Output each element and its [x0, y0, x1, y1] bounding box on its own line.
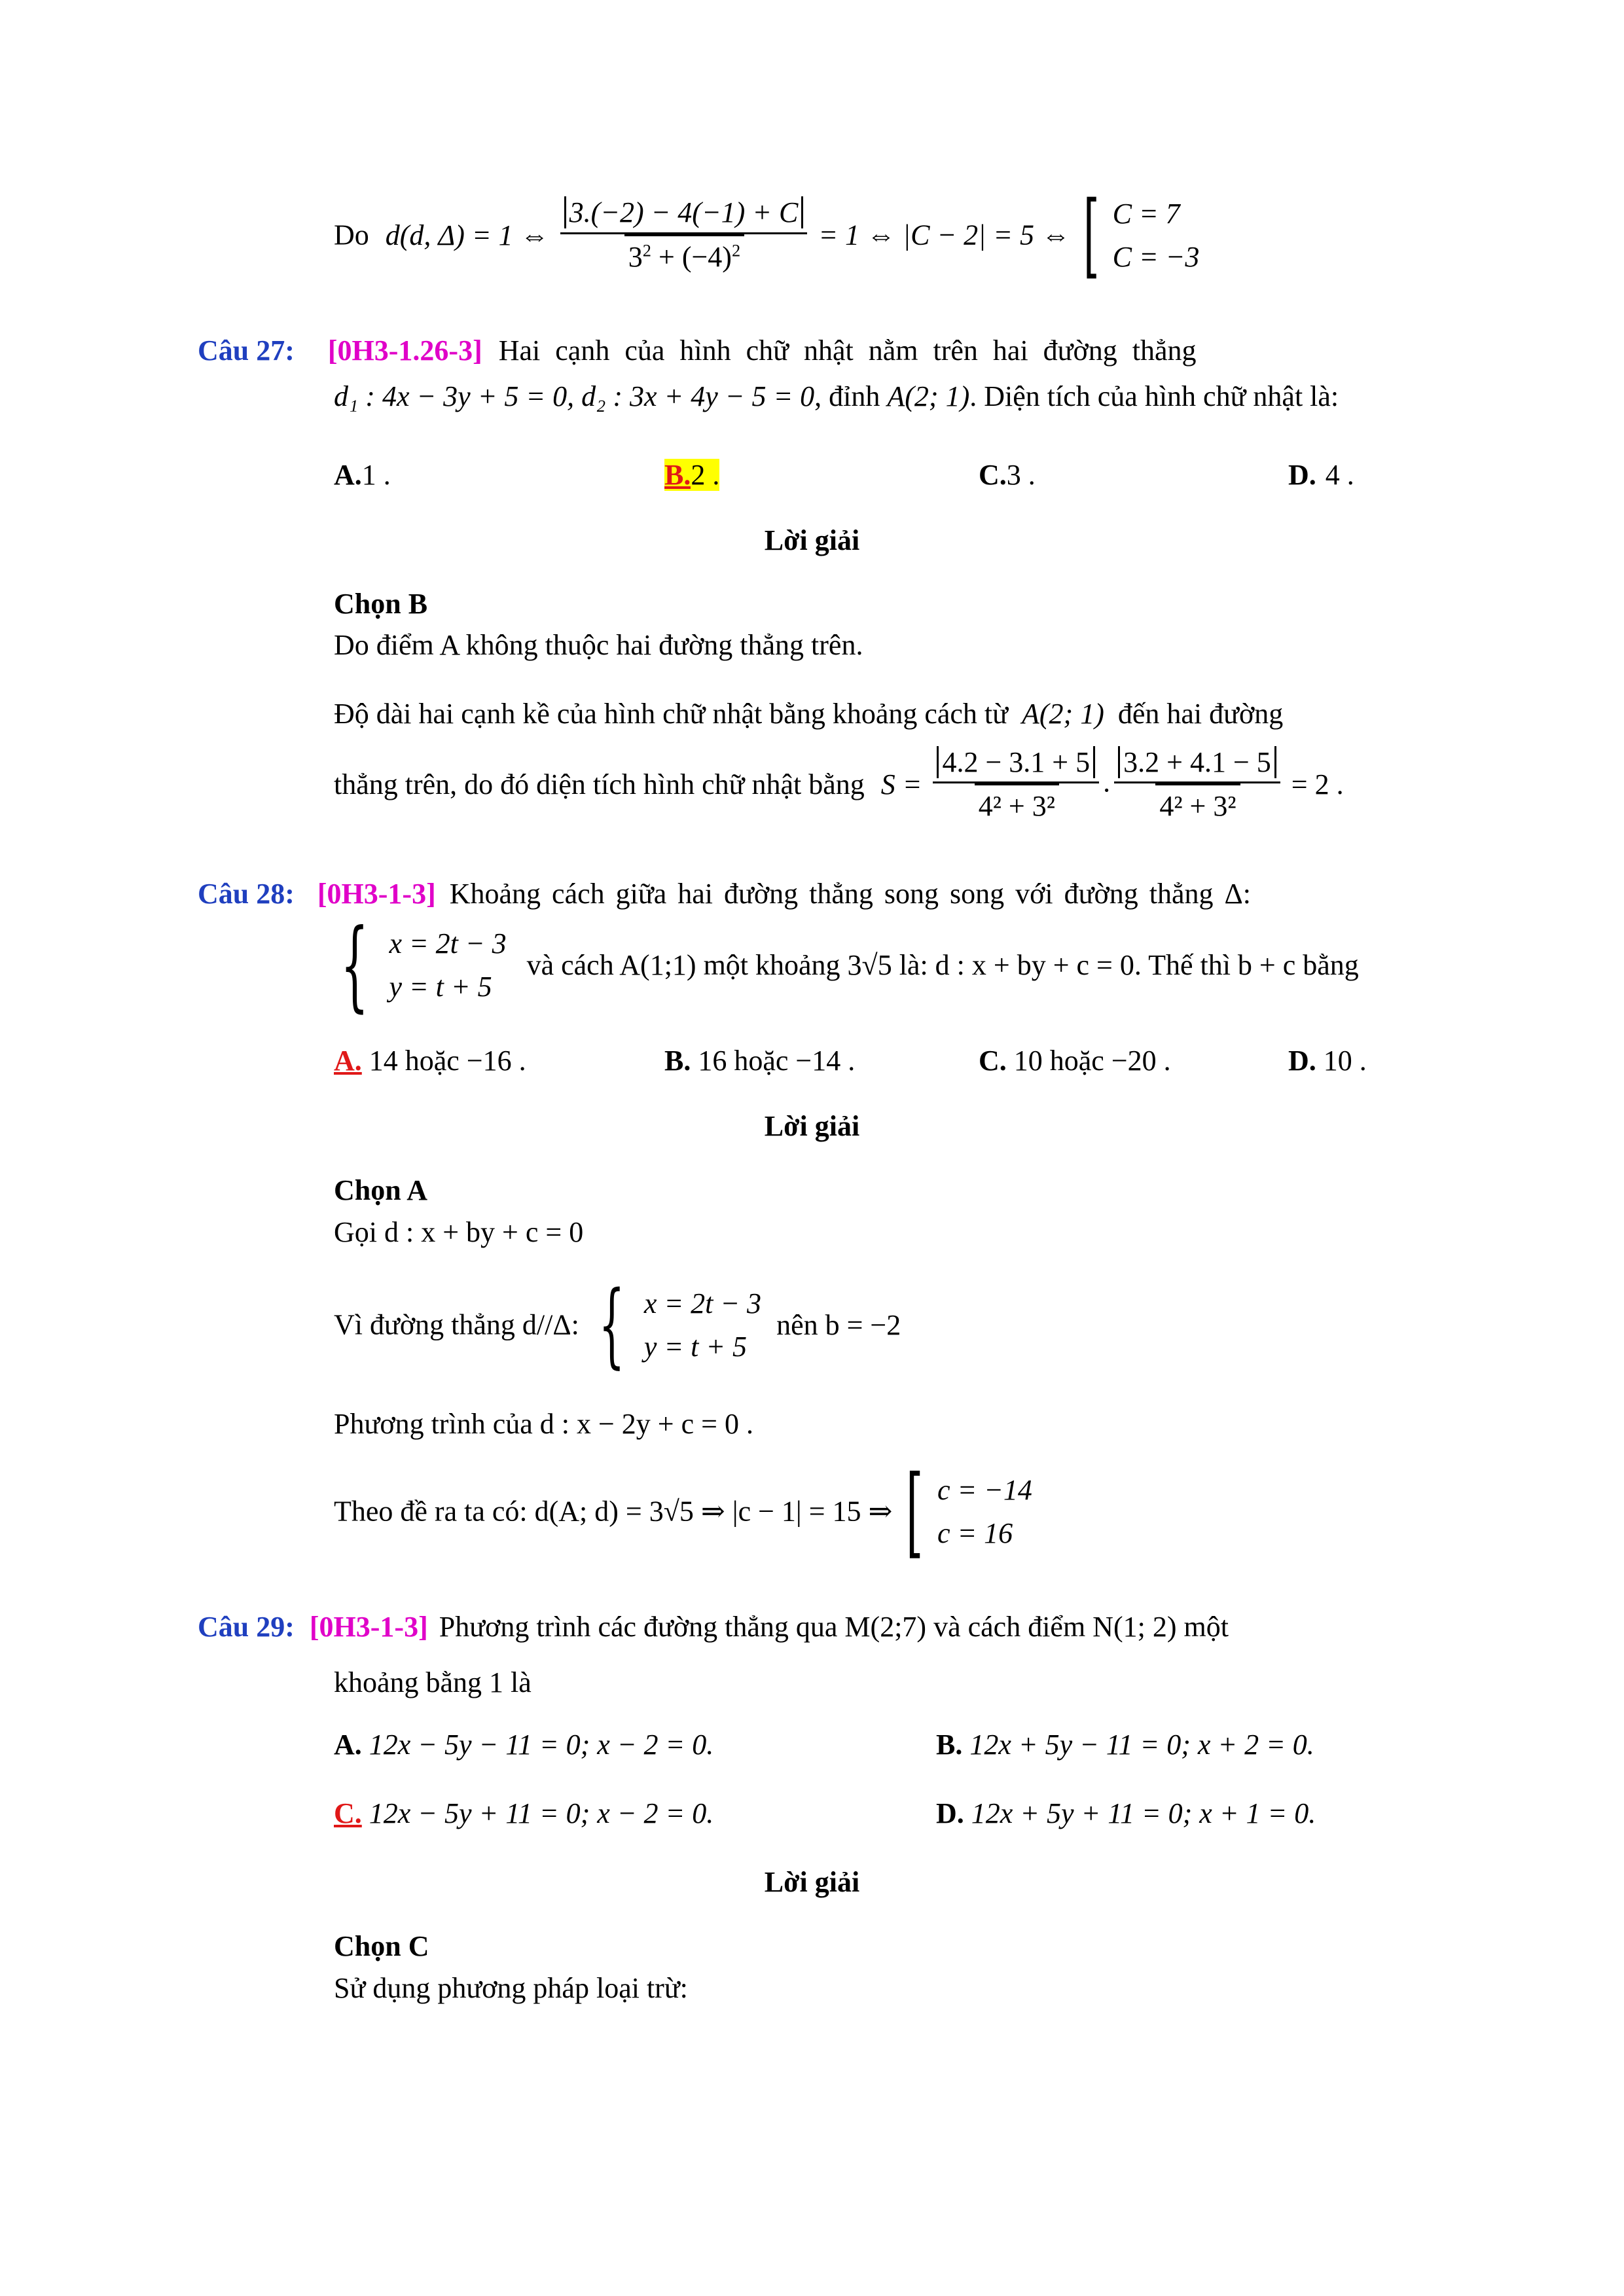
q27-vertex: A(2; 1) [887, 380, 970, 412]
q29-solution-title: Lời giải [764, 1866, 860, 1898]
q27-option-c[interactable]: C.3 . [979, 459, 1036, 491]
q29-option-b[interactable]: B. 12x + 5y − 11 = 0; x + 2 = 0. [936, 1729, 1314, 1761]
q27-sol1: Do điểm A không thuộc hai đường thẳng trên. [334, 629, 863, 661]
q28-sol2: Vì đường thẳng d//Δ: { x = 2t − 3 y = t + 5 nên b = −2 [334, 1272, 901, 1378]
q27-stem-line1 [198, 334, 1441, 368]
q27-question: . Diện tích của hình chữ nhật là: [969, 380, 1339, 412]
q27-sol2: Độ dài hai cạnh kề của hình chữ nhật bằng khoảng cách từ A(2; 1) đến hai đường [334, 698, 1284, 730]
q26-middle: = 1 ⇔ |C − 2| = 5 ⇔ [818, 219, 1070, 251]
q29-sol1: Sử dụng phương pháp loại trừ: [334, 1972, 688, 2004]
q28-solution-title: Lời giải [764, 1110, 860, 1142]
q28-option-c[interactable]: C. 10 hoặc −20 . [979, 1045, 1171, 1077]
q26-numerator: 3.(−2) − 4(−1) + C [564, 196, 804, 228]
q29-choose: Chọn C [334, 1930, 429, 1962]
q28-system: x = 2t − 3 y = t + 5 [389, 927, 507, 1003]
q28-stem2: và cách A(1;1) một khoảng 3√5 là: d : x + by + c = 0. Thế thì b + c bằng [526, 948, 1359, 981]
q28-stem-line1 [198, 877, 1251, 912]
q26-bracket: [ [1083, 182, 1100, 289]
q27-option-d[interactable]: D. 4 . [1288, 459, 1354, 491]
q29-stem-line1 [198, 1610, 1229, 1645]
q28-sol4: Theo đề ra ta có: d(A; d) = 3√5 ⇒ |c − 1| = 15 ⇒ [ c = −14 c = 16 [334, 1455, 1032, 1569]
q26-cases: C = 7 C = −3 [1112, 198, 1200, 273]
q26-fraction [560, 193, 808, 278]
q26-lead: Do [334, 219, 369, 251]
q28-sol3: Phương trình của d : x − 2y + c = 0 . [334, 1408, 753, 1440]
q27-fraction-2: $\frac{3.2 + 4.1 - 5}{\text{4² + 3²}}$ [1114, 743, 1280, 827]
q27-option-a[interactable]: A.1 . [334, 459, 391, 491]
q28-tag: [0H3-1-3] [317, 878, 436, 910]
q29-option-c[interactable]: C. 12x − 5y + 11 = 0; x − 2 = 0. [334, 1797, 714, 1829]
q28-choose: Chọn A [334, 1174, 428, 1206]
q27-fraction-1: $\frac{4.2 - 3.1 + 5}{\text{4² + 3²}}$ [933, 743, 1099, 827]
q27-tag: [0H3-1.26-3] [327, 334, 482, 367]
q28-option-b[interactable]: B. 16 hoặc −14 . [664, 1045, 856, 1077]
q28-option-d[interactable]: D. 10 . [1288, 1045, 1367, 1077]
q26-distance-equation [334, 182, 1200, 321]
q27-choose: Chọn B [334, 588, 428, 620]
q29-stem1: Phương trình các đường thẳng qua M(2;7) và cách điểm N(1; 2) một [439, 1611, 1229, 1643]
q27-stem-line2 [334, 380, 1339, 414]
q29-tag: [0H3-1-3] [309, 1611, 428, 1643]
q29-option-a[interactable]: A. 12x − 5y − 11 = 0; x − 2 = 0. [334, 1729, 714, 1761]
q27-vertex-text: , đỉnh [814, 380, 880, 412]
q29-stem2: khoảng bằng 1 là [334, 1666, 532, 1698]
q27-label: Câu 27: [198, 334, 295, 367]
q28-stem1: Khoảng cách giữa hai đường thẳng song song với đường thẳng Δ: [449, 878, 1251, 910]
q27-option-b[interactable]: B.2 . [664, 459, 720, 491]
q28-label: Câu 28: [198, 878, 295, 910]
q27-lines: d₁ : 4x − 3y + 5 = 0, d₂ : 3x + 4y − 5 = 0 [334, 380, 815, 412]
q28-stem-line2: { x = 2t − 3 y = t + 5 và cách A(1;1) một khoảng 3√5 là: d : x + by + c = 0. Thế thì b + c bằng [340, 908, 1359, 1022]
q29-option-d[interactable]: D. 12x + 5y + 11 = 0; x + 1 = 0. [936, 1797, 1316, 1829]
q28-sol1: Gọi d : x + by + c = 0 [334, 1216, 584, 1248]
q27-area-formula: thẳng trên, do đó diện tích hình chữ nhật bằng S = $\frac{4.2 - 3.1 + 5}{\text{4² + 3²}}$ . $\frac{3.2 + 4.1 - 5}{\text{4² + 3²}}$ = 2 . [334, 743, 1344, 861]
q28-option-a[interactable]: A. 14 hoặc −16 . [334, 1045, 526, 1077]
q27-solution-title: Lời giải [764, 524, 860, 556]
q26-lhs: d(d, Δ) = 1 ⇔ [385, 219, 549, 251]
q26-denominator: $3^2 + (-4)^2$ [624, 234, 744, 278]
q27-stem1: Hai cạnh của hình chữ nhật nằm trên hai đường thẳng [498, 334, 1197, 367]
q29-label: Câu 29: [198, 1611, 295, 1643]
